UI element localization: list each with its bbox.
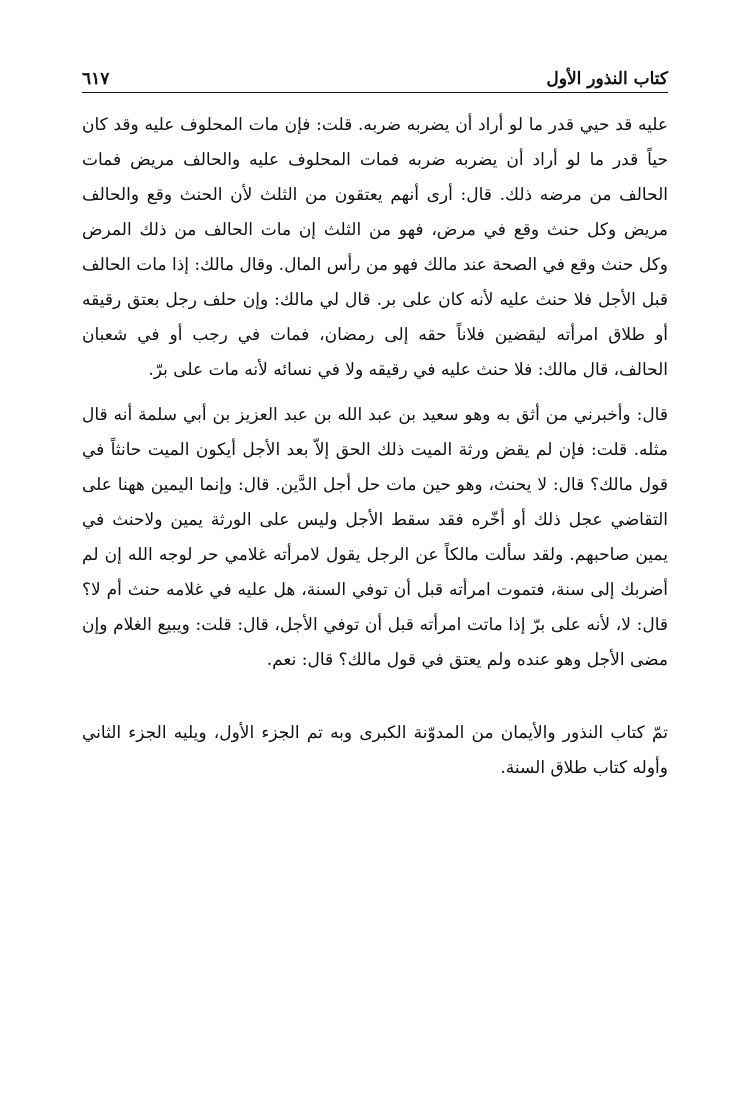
book-page: [82, 0, 668, 1096]
chapter-title: كتاب النذور الأول: [546, 69, 668, 89]
closing-paragraph: تمّ كتاب النذور والأيمان من المدوّنة الكبرى وبه تم الجزء الأول، ويليه الجزء الثاني وأوله كتاب طلاق السنة.: [82, 723, 668, 778]
page-body: [82, 108, 668, 786]
paragraph: قال: وأخبرني من أثق به وهو سعيد بن عبد الله بن عبد العزيز بن أبي سلمة أنه قال مثله. قلت: فإن لم يقض ورثة الميت ذلك الحق إلاّ بعد الأجل أيكون الميت حانثاً في قول مالك؟ قال: لا يحنث، وهو حين مات حل أجل الدَّين. قال: وإنما اليمين ههنا على التقاضي عجل ذلك أو أخّره فقد سقط الأجل وليس على الورثة يمين ولاحنث في يمين صاحبهم. ولقد سألت مالكاً عن الرجل يقول لامرأته غلامي حر لوجه الله إن لم أضربك إلى سنة، فتموت امرأته قبل أن توفي السنة، هل عليه في غلامه حنث أم لا؟ قال: لا، لأنه على برّ إذا ماتت امرأته قبل أن توفي الأجل، قال: قلت: ويبيع الغلام وإن مضى الأجل وهو عنده ولم يعتق في قول مالك؟ قال: نعم.: [82, 405, 668, 670]
page-number: ٦١٧: [82, 69, 110, 89]
running-header: [82, 64, 668, 93]
paragraph: عليه قد حيي قدر ما لو أراد أن يضربه ضربه. قلت: فإن مات المحلوف عليه وقد كان حياً قدر ما لو أراد أن يضربه ضربه فمات المحلوف عليه والحالف مريض فمات الحالف من مرضه ذلك. قال: أرى أنهم يعتقون من الثلث لأن الحنث وقع والحالف مريض وكل حنث وقع في مرض، فهو من الثلث إن مات الحالف من ذلك المرض وكل حنث وقع في الصحة عند مالك فهو من رأس المال. وقال مالك: إذا مات الحالف قبل الأجل فلا حنث عليه لأنه كان على بر. قال لي مالك: وإن حلف رجل بعتق رقيقه أو طلاق امرأته ليقضين فلاناً حقه إلى رمضان، فمات في رجب أو في شعبان الحالف، قال مالك: فلا حنث عليه في رقيقه ولا في نسائه لأنه مات على برّ.: [82, 115, 668, 380]
